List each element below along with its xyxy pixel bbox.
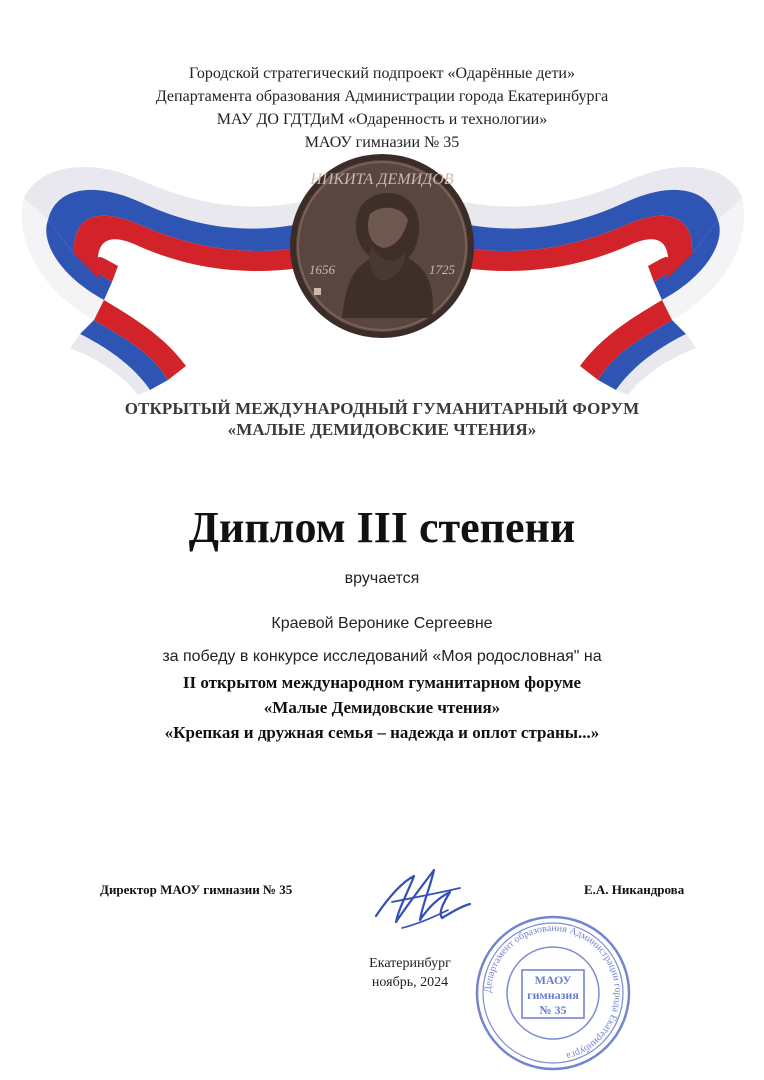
medal-square-mark bbox=[314, 288, 321, 295]
diploma-title: Диплом III степени bbox=[188, 503, 576, 552]
forum-title-line-1: ОТКРЫТЫЙ МЕЖДУНАРОДНЫЙ ГУМАНИТАРНЫЙ ФОРУМ bbox=[124, 399, 640, 418]
recipient-name: Краевой Веронике Сергеевне bbox=[271, 615, 493, 632]
header-line-4: МАОУ гимназии № 35 bbox=[304, 134, 460, 151]
forum-title bbox=[0, 398, 764, 440]
stamp-line-3: № 35 bbox=[539, 1003, 567, 1017]
organization-header bbox=[0, 62, 764, 154]
stamp-line-2: гимназия bbox=[527, 988, 579, 1002]
medal-year-left: 1656 bbox=[309, 262, 335, 277]
header-line-1: Городской стратегический подпроект «Одарённые дети» bbox=[188, 65, 575, 82]
official-stamp bbox=[472, 912, 634, 1074]
stamp-ring-text: Департамент образования Администрации города Екатеринбурга bbox=[482, 922, 624, 1062]
medal bbox=[290, 154, 474, 338]
handwritten-signature bbox=[368, 858, 478, 938]
event-line-3: «Крепкая и дружная семья – надежда и оплот страны...» bbox=[164, 723, 600, 742]
city: Екатеринбург bbox=[369, 956, 451, 971]
event-line-2: «Малые Демидовские чтения» bbox=[263, 698, 501, 717]
director-name: Е.А. Никандрова bbox=[584, 882, 685, 897]
event-line-1: II открытом международном гуманитарном форуме bbox=[182, 673, 582, 692]
medal-year-right: 1725 bbox=[429, 262, 455, 277]
ribbon-left bbox=[22, 167, 300, 395]
event-description bbox=[0, 670, 764, 745]
awarded-text: вручается bbox=[344, 570, 420, 587]
header-line-3: МАУ ДО ГДТДиМ «Одаренность и технологии» bbox=[216, 111, 548, 128]
header-line-2: Департамента образования Администрации города Екатеринбурга bbox=[155, 88, 609, 105]
forum-title-line-2: «МАЛЫЕ ДЕМИДОВСКИЕ ЧТЕНИЯ» bbox=[227, 420, 537, 439]
ribbon-right bbox=[464, 167, 744, 395]
issue-date: ноябрь, 2024 bbox=[371, 975, 449, 990]
award-reason: за победу в конкурсе исследований «Моя родословная" на bbox=[162, 648, 602, 665]
director-label: Директор МАОУ гимназии № 35 bbox=[100, 882, 293, 897]
stamp-line-1: МАОУ bbox=[534, 973, 572, 987]
tricolor-ribbon-with-medal bbox=[0, 150, 764, 395]
medal-inscription: НИКИТА ДЕМИДОВ bbox=[310, 171, 454, 188]
